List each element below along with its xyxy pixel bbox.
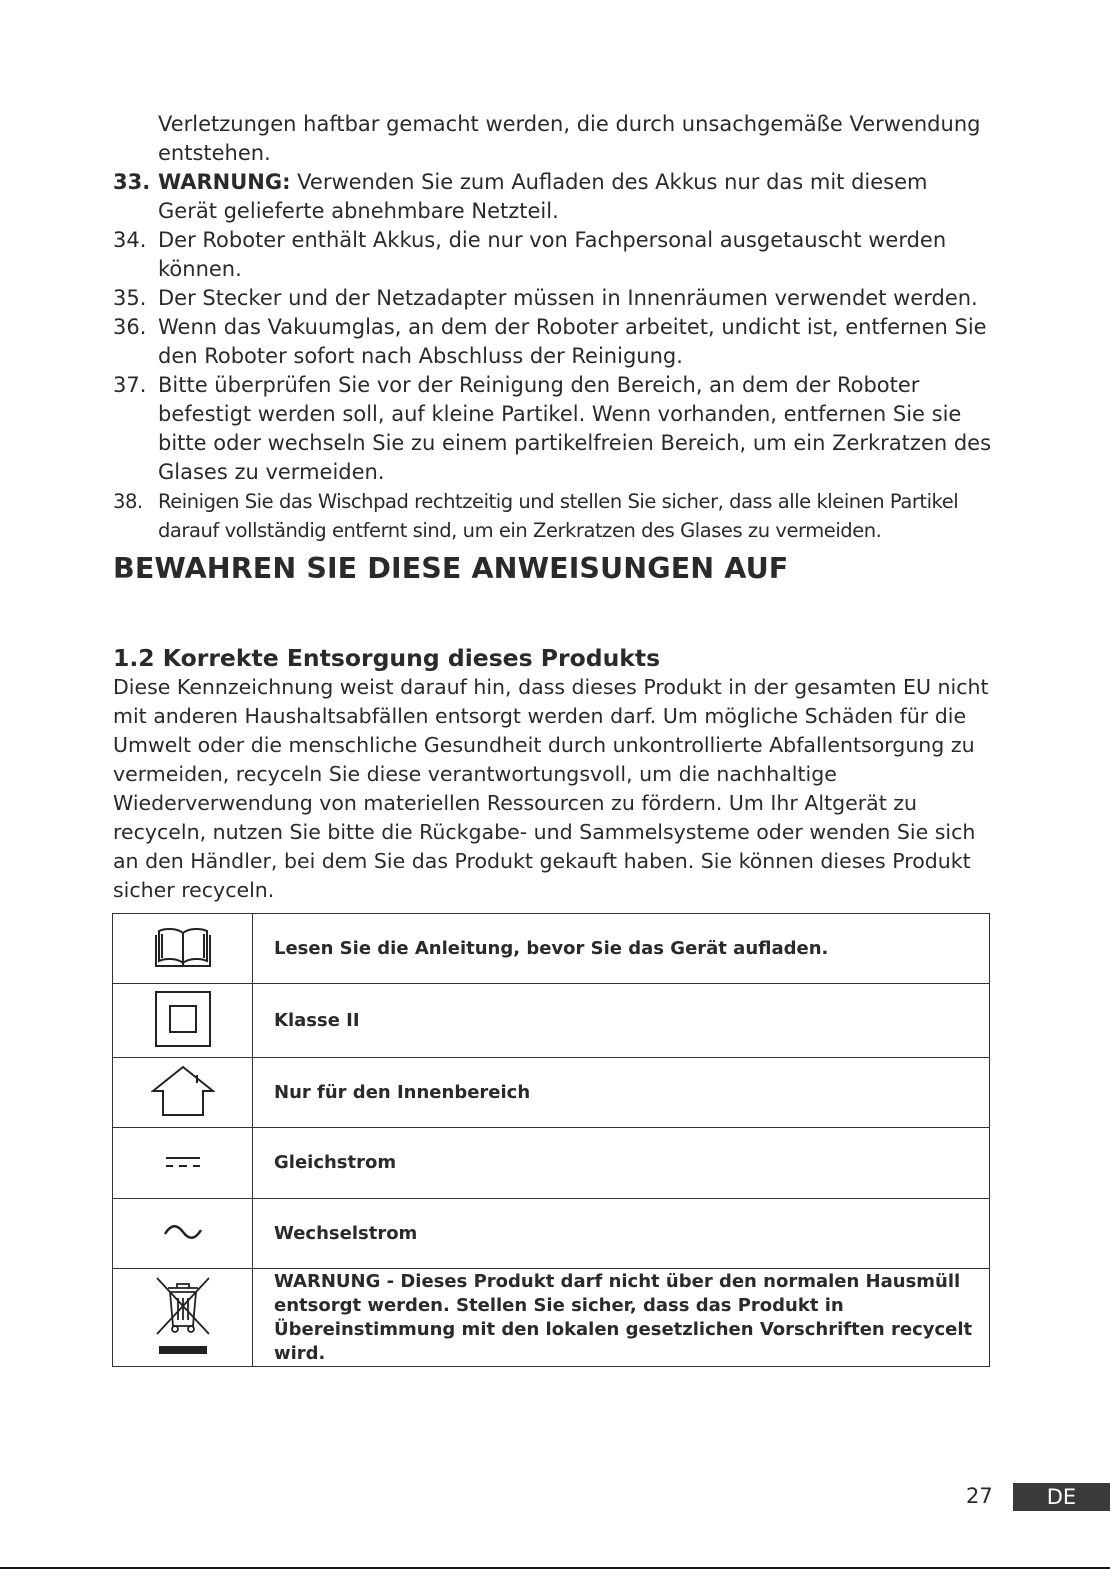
class-ii-icon: [113, 984, 253, 1058]
list-item-number: 34.: [113, 228, 147, 252]
symbol-description: Klasse II: [253, 984, 990, 1058]
list-item-number: 37.: [113, 373, 147, 397]
main-heading: BEWAHREN SIE DIESE ANWEISUNGEN AUF: [113, 552, 789, 585]
weee-bin-icon: [113, 1269, 253, 1367]
safety-instruction-list: [113, 110, 993, 545]
symbol-warning-text: - Dieses Produkt darf nicht über den normalen Hausmüll entsorgt werden. Stellen Sie sicher, dass das Produkt in Übereinstimmung mit den lokalen gesetzlichen Vorschriften recycelt wird.: [274, 1270, 973, 1364]
page-bottom-border: [0, 1567, 1110, 1569]
symbol-description: [253, 1269, 990, 1367]
list-item-33: [113, 168, 993, 226]
symbol-table: [112, 913, 990, 1367]
page-number: 27: [966, 1484, 993, 1508]
list-item-text: Der Stecker und der Netzadapter müssen in Innenräumen verwendet werden.: [158, 286, 978, 310]
list-item-number: 36.: [113, 315, 147, 339]
list-item-number: 35.: [113, 286, 147, 310]
section-title: 1.2 Korrekte Entsorgung dieses Produkts: [113, 644, 661, 672]
list-item-number: 38.: [113, 490, 143, 513]
list-item-36: [113, 313, 993, 371]
list-item-text: Verletzungen haftbar gemacht werden, die durch unsachgemäße Verwendung entstehen.: [158, 112, 981, 165]
table-row: [113, 1058, 990, 1128]
language-tab: DE: [1013, 1483, 1110, 1511]
list-item-text: Bitte überprüfen Sie vor der Reinigung den Bereich, an dem der Roboter befestigt werden soll, auf kleine Partikel. Wenn vorhanden, entfernen Sie sie bitte oder wechseln Sie zu einem partikelfreien Bereich, um ein Zerkratzen des Glases zu vermeiden.: [158, 373, 992, 484]
table-row: [113, 1269, 990, 1367]
list-item-text: Verwenden Sie zum Aufladen des Akkus nur das mit diesem Gerät gelieferte abnehmbare Netzteil.: [158, 170, 928, 223]
table-row: [113, 1128, 990, 1199]
symbol-description: Gleichstrom: [253, 1128, 990, 1199]
symbol-description: Wechselstrom: [253, 1199, 990, 1269]
list-item-text: Reinigen Sie das Wischpad rechtzeitig und stellen Sie sicher, dass alle kleinen Partikel darauf vollständig entfernt sind, um ein Zerkratzen des Glases zu vermeiden.: [158, 490, 959, 542]
list-item-number: 33.: [113, 170, 151, 194]
page-content: [113, 110, 993, 905]
warning-label: WARNUNG: [274, 1270, 381, 1292]
list-item-34: [113, 226, 993, 284]
list-item-continued: [113, 110, 993, 168]
manual-book-icon: [113, 914, 253, 984]
list-item-37: [113, 371, 993, 487]
table-row: [113, 1199, 990, 1269]
list-item-38: [113, 487, 993, 545]
table-row: [113, 914, 990, 984]
section-paragraph: Diese Kennzeichnung weist darauf hin, dass dieses Produkt in der gesamten EU nicht mit anderen Haushaltsabfällen entsorgt werden darf. Um mögliche Schäden für die Umwelt oder die menschliche Gesundheit durch unkontrollierte Abfallentsorgung zu vermeiden, recyceln Sie diese verantwortungsvoll, um die nachhaltige Wiederverwendung von materiellen Ressourcen zu fördern. Um Ihr Altgerät zu recyceln, nutzen Sie bitte die Rückgabe- und Sammelsysteme oder wenden Sie sich an den Händler, bei dem Sie das Produkt gekauft haben. Sie können dieses Produkt sicher recyceln.: [113, 675, 989, 902]
symbol-description: Nur für den Innenbereich: [253, 1058, 990, 1128]
list-item-text: Wenn das Vakuumglas, an dem der Roboter arbeitet, undicht ist, entfernen Sie den Roboter sofort nach Abschluss der Reinigung.: [158, 315, 987, 368]
list-item-text: Der Roboter enthält Akkus, die nur von Fachpersonal ausgetauscht werden können.: [158, 228, 947, 281]
table-row: [113, 984, 990, 1058]
alternating-current-icon: [113, 1199, 253, 1269]
symbol-description: Lesen Sie die Anleitung, bevor Sie das Gerät aufladen.: [253, 914, 990, 984]
warning-label: WARNUNG:: [158, 170, 291, 194]
direct-current-icon: [113, 1128, 253, 1199]
list-item-35: [113, 284, 993, 313]
indoor-house-icon: [113, 1058, 253, 1128]
